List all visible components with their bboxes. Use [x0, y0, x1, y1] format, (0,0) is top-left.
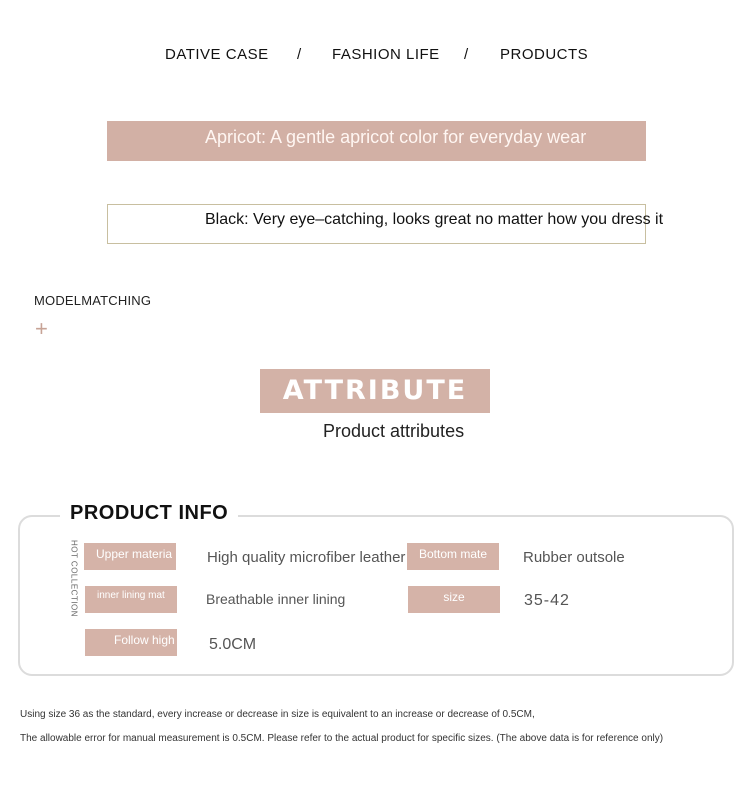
black-color-description: Black: Very eye–catching, looks great no matter how you dress it	[205, 211, 664, 228]
heel-height-label: Follow high	[85, 629, 177, 656]
nav-item-fashion-life[interactable]: FASHION LIFE	[332, 46, 440, 63]
attribute-subtitle: Product attributes	[323, 421, 465, 441]
apricot-color-description: Apricot: A gentle apricot color for everyday wear	[205, 127, 587, 147]
hot-collection-side-label: HOT COLLECTION	[69, 539, 79, 618]
attribute-title: ATTRIBUTE	[282, 375, 468, 406]
size-note-line-2: The allowable error for manual measurement is 0.5CM. Please refer to the actual product for specific sizes. (The above data is for reference only)	[20, 733, 664, 744]
nav-separator: /	[297, 46, 302, 63]
bottom-material-label: Bottom mate	[407, 543, 499, 570]
nav-item-products[interactable]: PRODUCTS	[500, 46, 589, 63]
bottom-material-value: Rubber outsole	[523, 549, 625, 566]
upper-material-label: Upper materia	[84, 543, 176, 570]
upper-material-value: High quality microfiber leather	[207, 549, 406, 566]
inner-lining-label: inner lining mat	[85, 586, 177, 613]
size-label: size	[408, 586, 500, 613]
size-note-line-1: Using size 36 as the standard, every increase or decrease in size is equivalent to an increase or decrease of 0.5CM,	[20, 709, 535, 720]
nav-separator: /	[464, 46, 469, 63]
inner-lining-value: Breathable inner lining	[206, 591, 346, 607]
top-nav	[0, 46, 750, 68]
model-matching-title: MODELMATCHING	[34, 293, 152, 308]
heel-height-value: 5.0CM	[209, 636, 257, 653]
product-info-heading: PRODUCT INFO	[60, 502, 238, 525]
plus-icon: +	[35, 316, 48, 341]
size-value: 35-42	[524, 592, 570, 609]
nav-item-dative-case[interactable]: DATIVE CASE	[165, 46, 269, 63]
